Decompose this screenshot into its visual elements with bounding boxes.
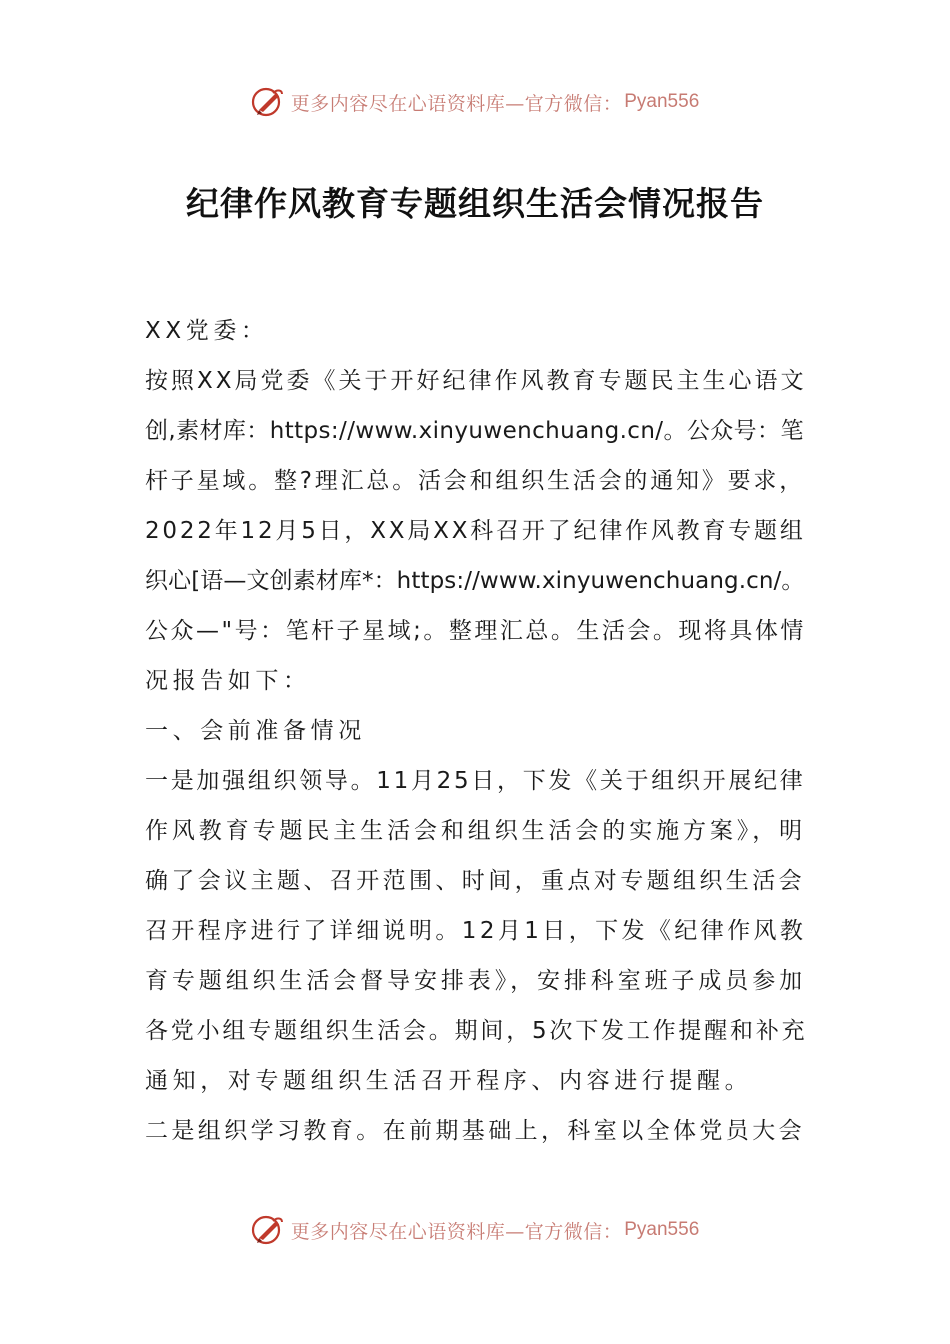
banner-text: 更多内容尽在心语资料库—官方微信： <box>290 1220 623 1243</box>
footer-banner <box>0 1210 950 1250</box>
body-line: 况报告如下： <box>145 668 311 694</box>
banner-text: 更多内容尽在心语资料库—官方微信： <box>290 92 623 115</box>
body-line: 通知，对专题组织生活召开程序、内容进行提醒。 <box>145 1068 753 1094</box>
body-line: 织心[语—文创素材库*：https://www.xinyuwenchuang.cn/。 <box>145 568 805 594</box>
body-line: 杆子星域。整?理汇总。活会和组织生活会的通知》要求， <box>145 468 806 494</box>
body-line: 召开程序进行了详细说明。12月1日，下发《纪律作风教 <box>145 918 807 944</box>
document-title: 纪律作风教育专题组织生活会情况报告 <box>186 184 764 223</box>
body-line: XX党委： <box>145 318 269 344</box>
body-line: 2022年12月5日，XX局XX科召开了纪律作风教育专题组 <box>145 518 806 544</box>
pen-logo-icon <box>251 1213 285 1247</box>
body-line: 作风教育专题民主生活会和组织生活会的实施方案》，明 <box>145 818 806 844</box>
document-body <box>145 306 807 1156</box>
body-line: 育专题组织生活会督导安排表》，安排科室班子成员参加 <box>145 968 806 994</box>
body-line: 一是加强组织领导。11月25日，下发《关于组织开展纪律 <box>145 768 806 794</box>
section-heading: 一、会前准备情况 <box>145 718 366 744</box>
pen-logo-icon <box>251 85 285 119</box>
body-line: 各党小组专题组织生活会。期间，5次下发工作提醒和补充 <box>145 1018 808 1044</box>
body-line: 公众—"号：笔杆子星域;。整理汇总。生活会。现将具体情 <box>145 618 806 644</box>
body-line: 确了会议主题、召开范围、时间，重点对专题组织生活会 <box>145 868 805 894</box>
banner-wechat-id: Pyan556 <box>624 91 700 112</box>
header-banner <box>0 82 950 122</box>
body-line: 二是组织学习教育。在前期基础上，科室以全体党员大会 <box>145 1118 805 1144</box>
banner-wechat-id: Pyan556 <box>624 1219 700 1240</box>
body-line: 按照XX局党委《关于开好纪律作风教育专题民主生心语文 <box>145 368 807 394</box>
body-line: 创,素材库：https://www.xinyuwenchuang.cn/。公众号：笔 <box>145 418 804 444</box>
